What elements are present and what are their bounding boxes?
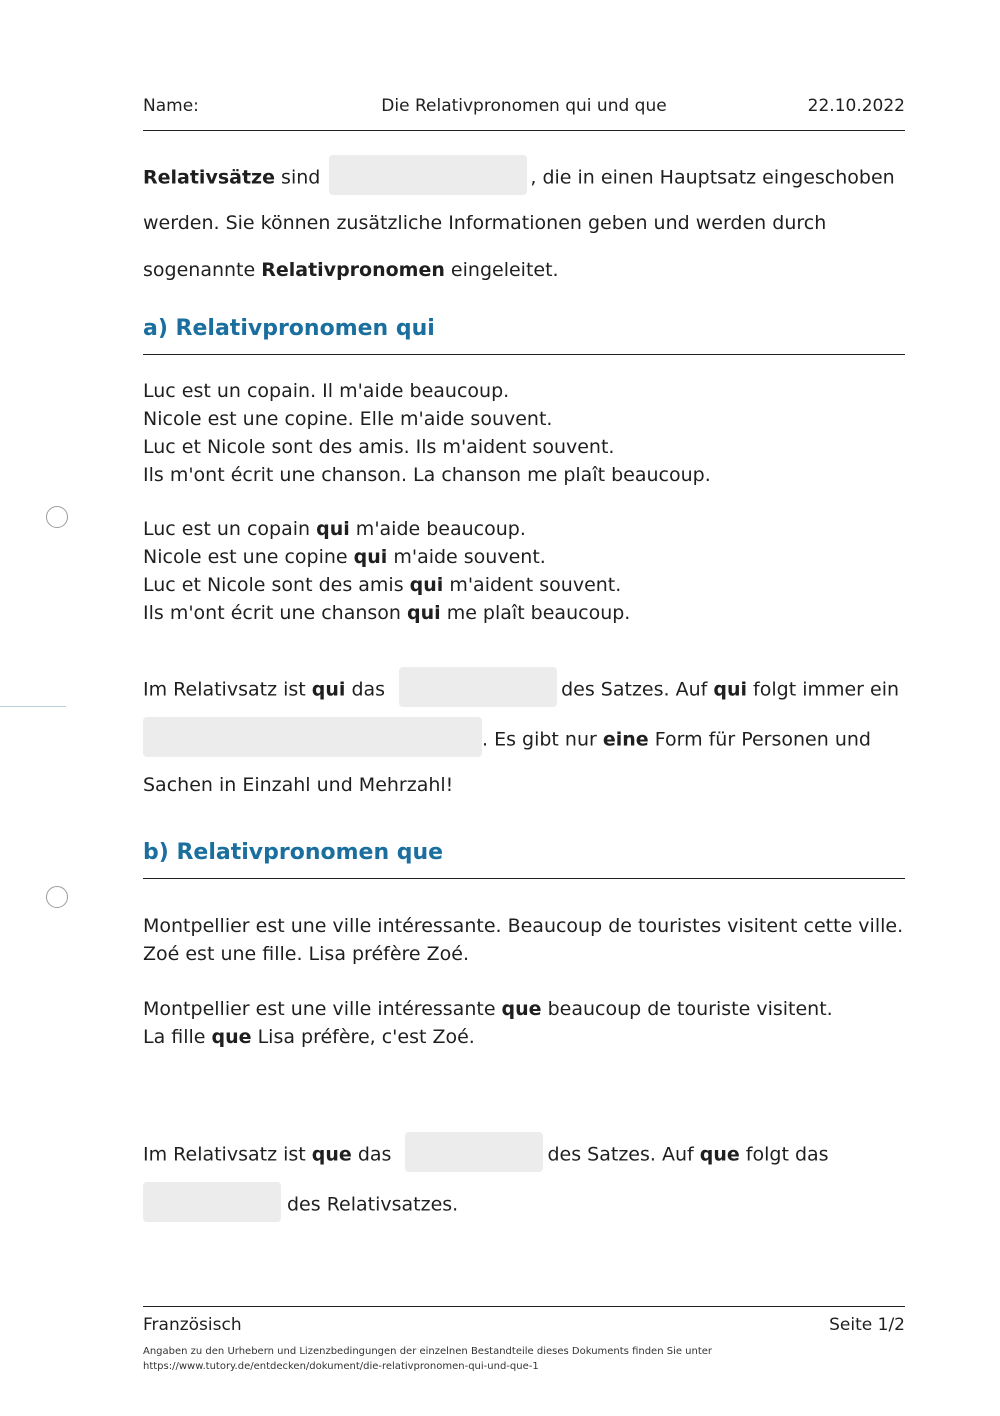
credits-link[interactable]: https://www.tutory.de/entdecken/dokument/die-relativpronomen-qui-und-que-1 (143, 1361, 539, 1372)
example-sentence: Luc est un copain. Il m'aide beaucoup. (143, 380, 510, 402)
example-sentence: Montpellier est une ville intéressante. Beaucoup de touristes visitent cette ville. (143, 915, 904, 937)
combined-sentence: La fille que Lisa préfère, c'est Zoé. (143, 1026, 475, 1048)
combined-sentence: Montpellier est une ville intéressante que beaucoup de touriste visitent. (143, 998, 833, 1020)
que-combined-examples (143, 995, 833, 1051)
blank-field[interactable] (405, 1132, 543, 1172)
combined-sentence: Luc et Nicole sont des amis qui m'aident souvent. (143, 574, 622, 596)
qui-combined-examples (143, 515, 630, 627)
credits-note: Angaben zu den Urhebern und Lizenzbedingungen der einzelnen Bestandteile dieses Dokuments finden Sie unter https://www.tutory.de/entdecken/dokument/die-relativpronomen-qui-und-que-1 (143, 1346, 713, 1372)
example-sentence: Zoé est une fille. Lisa préfère Zoé. (143, 943, 470, 965)
intro-line-3: sogenannte Relativpronomen eingeleitet. (143, 259, 559, 281)
fold-mark (0, 706, 66, 707)
intro-line-1: Relativsätze sind , die in einen Hauptsatz eingeschoben (143, 161, 895, 195)
qui-rule-line-1: Im Relativsatz ist qui das des Satzes. Auf qui folgt immer ein (143, 673, 899, 707)
combined-sentence: Ils m'ont écrit une chanson qui me plaît beaucoup. (143, 602, 631, 624)
que-rule-line-1: Im Relativsatz ist que das des Satzes. Auf que folgt das (143, 1138, 829, 1172)
page-number: Seite 1/2 (829, 1315, 905, 1335)
example-sentence: Luc et Nicole sont des amis. Ils m'aident souvent. (143, 436, 615, 458)
section-heading-que: b) Relativpronomen que (143, 840, 905, 879)
example-sentence: Nicole est une copine. Elle m'aide souvent. (143, 408, 553, 430)
combined-sentence: Nicole est une copine qui m'aide souvent. (143, 546, 546, 568)
blank-field[interactable] (399, 667, 557, 707)
worksheet-date: 22.10.2022 (807, 96, 905, 116)
que-examples (143, 912, 903, 968)
punch-hole-marker (46, 886, 68, 908)
blank-field[interactable] (143, 717, 482, 757)
page-header (143, 94, 905, 131)
section-heading-qui: a) Relativpronomen qui (143, 316, 905, 355)
qui-examples (143, 377, 711, 489)
qui-rule-line-2: . Es gibt nur eine Form für Personen und (143, 723, 871, 757)
combined-sentence: Luc est un copain qui m'aide beaucoup. (143, 518, 526, 540)
punch-hole-marker (46, 506, 68, 528)
subject-label: Französisch (143, 1315, 242, 1335)
name-label: Name: (143, 96, 199, 116)
page-footer (143, 1306, 905, 1335)
blank-field[interactable] (143, 1182, 281, 1222)
example-sentence: Ils m'ont écrit une chanson. La chanson me plaît beaucoup. (143, 464, 711, 486)
intro-line-2: werden. Sie können zusätzliche Informationen geben und werden durch (143, 212, 827, 234)
blank-field[interactable] (329, 155, 527, 195)
qui-rule-line-3: Sachen in Einzahl und Mehrzahl! (143, 774, 454, 796)
que-rule-line-2: des Relativsatzes. (143, 1188, 458, 1222)
worksheet-title: Die Relativpronomen qui und que (381, 96, 667, 116)
